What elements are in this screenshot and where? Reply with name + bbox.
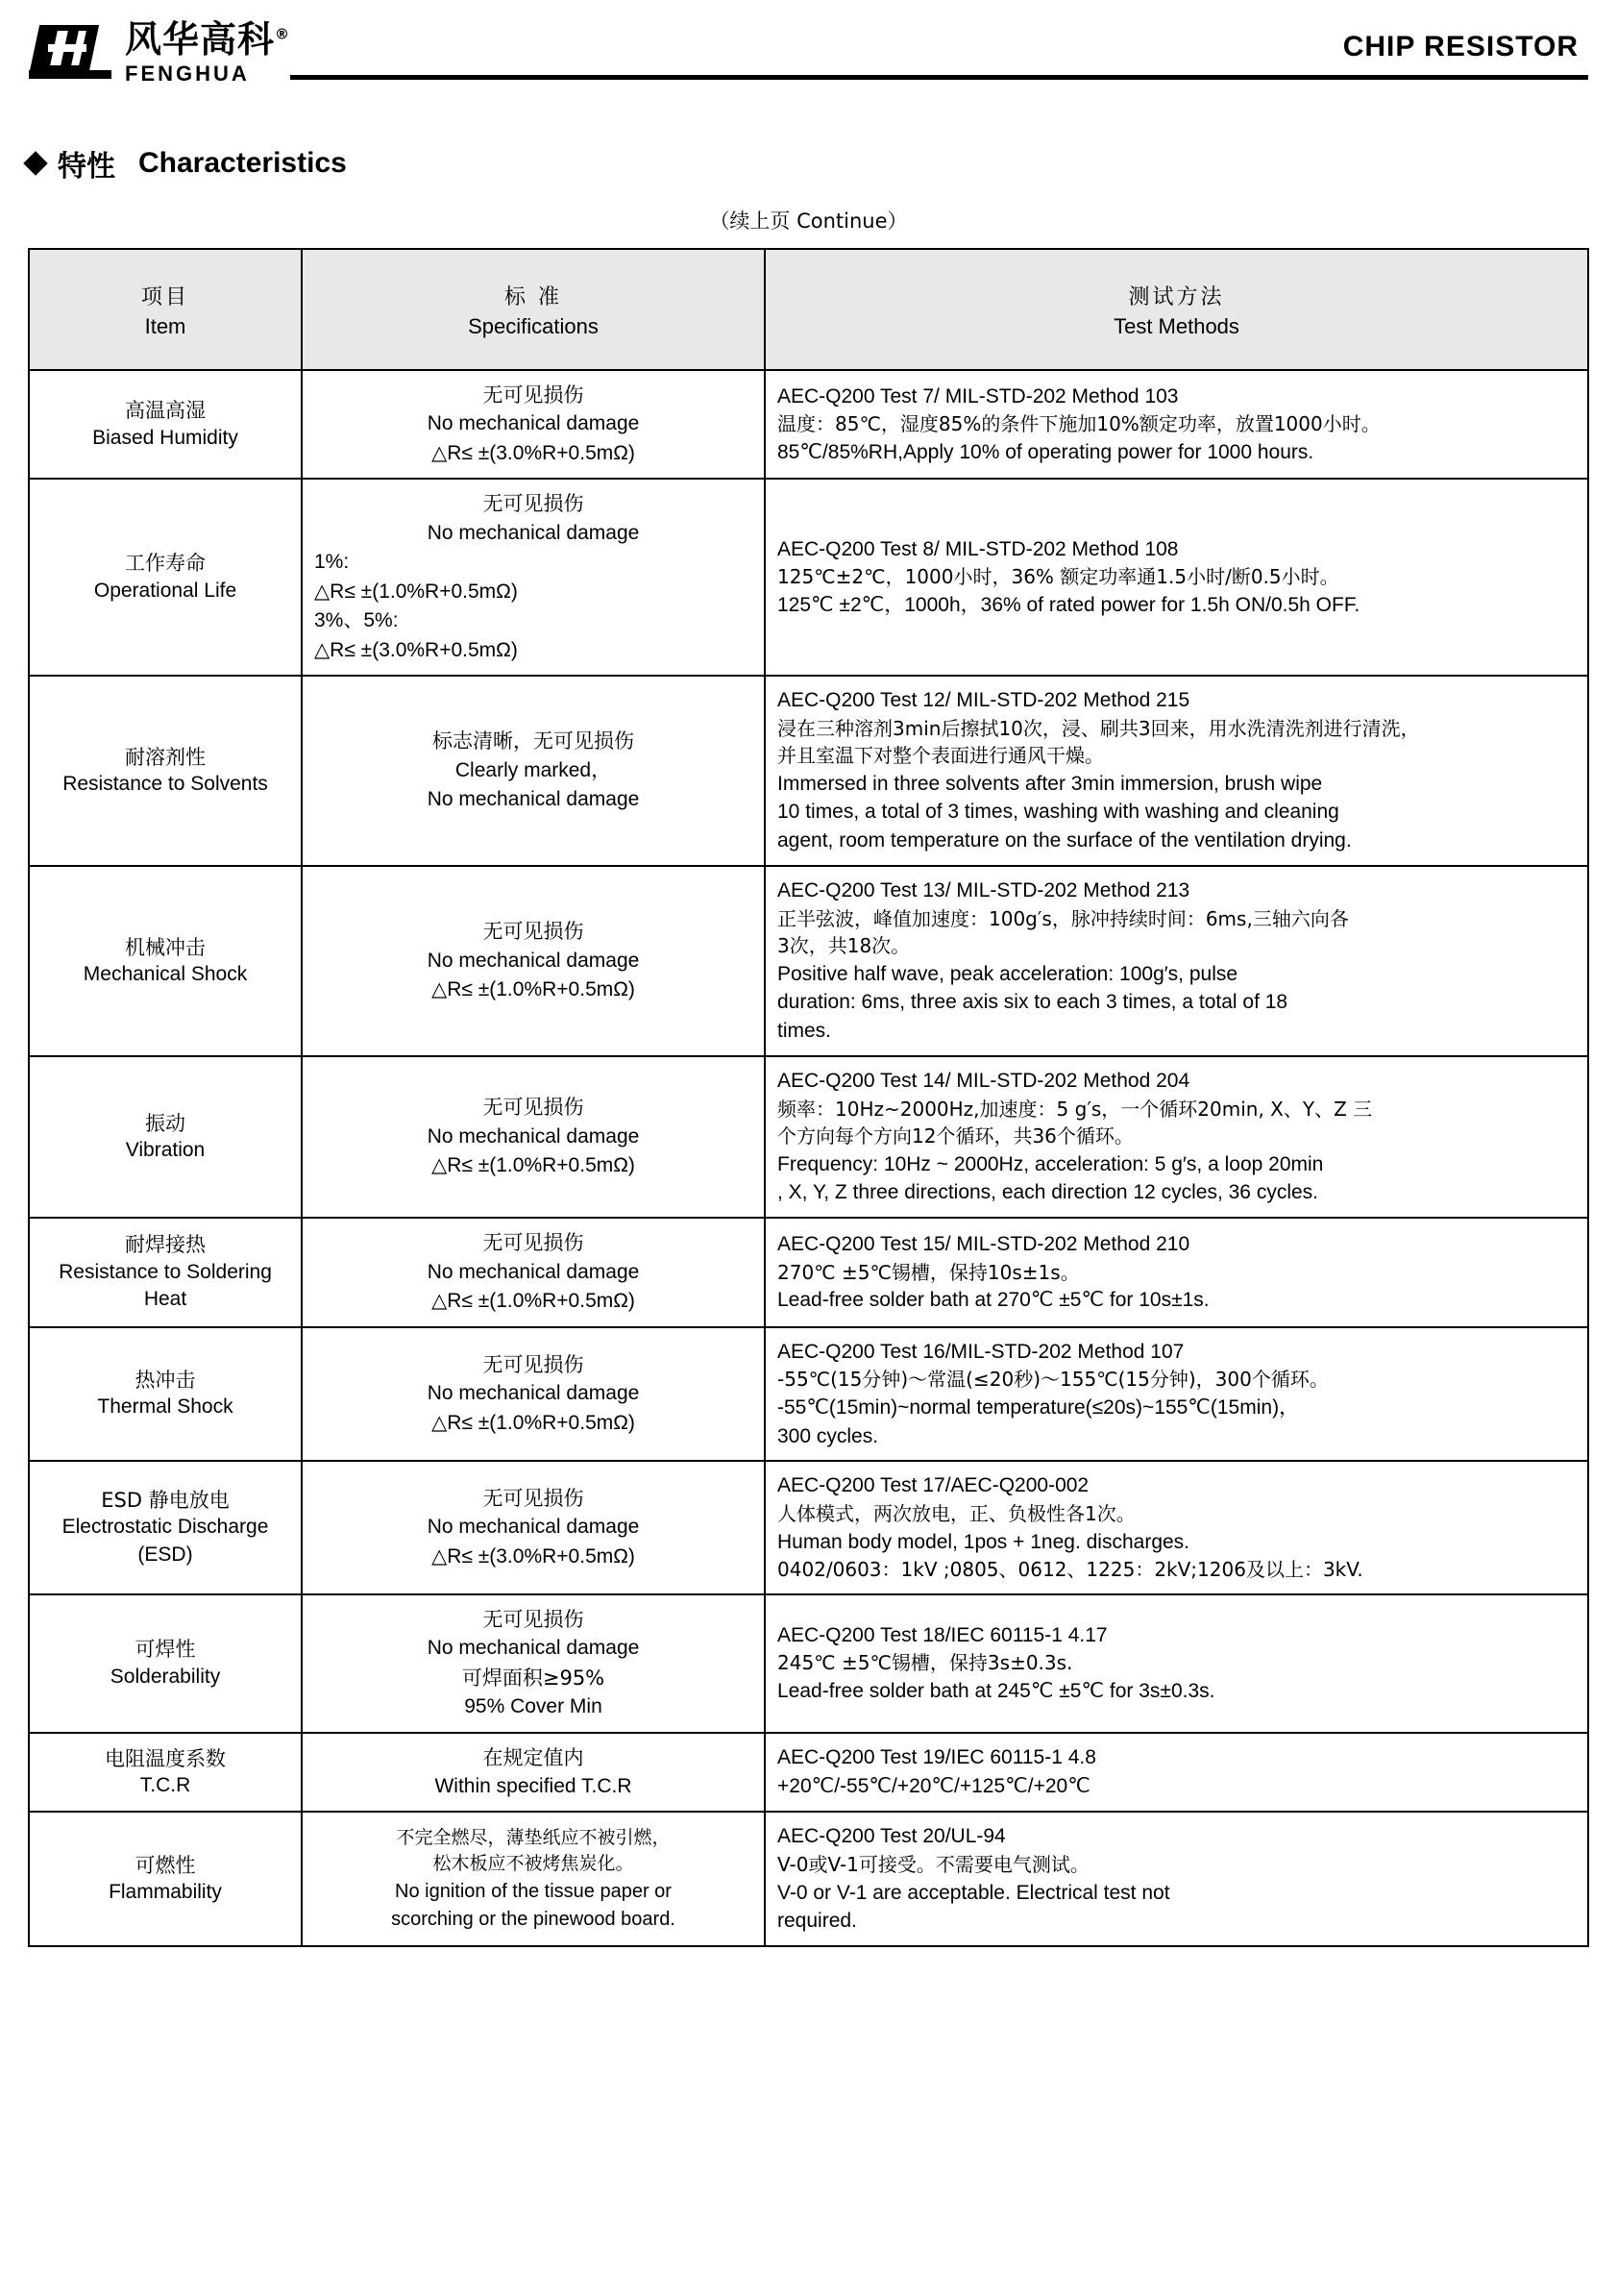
row-test-method: AEC-Q200 Test 20/UL-94 V-0或V-1可接受。不需要电气测试。 V-0 or V-1 are acceptable. Electrical test not required. bbox=[765, 1812, 1588, 1946]
row-item: 热冲击 Thermal Shock bbox=[29, 1327, 302, 1462]
row-item: 电阻温度系数 T.C.R bbox=[29, 1733, 302, 1813]
row-test-method: AEC-Q200 Test 14/ MIL-STD-202 Method 204 频率：10Hz~2000Hz,加速度：5 g′s，一个循环20min, X、Y、Z 三 个方向每个方向12个循环，共36个循环。 Frequency: 10Hz ~ 2000Hz, acceleration: 5 g′s, a loop 20min , X, Y, Z three directions, each direction 12 cycles, 36 cycles. bbox=[765, 1056, 1588, 1218]
column-header-test-methods bbox=[765, 249, 1588, 370]
row-item: 高温高湿 Biased Humidity bbox=[29, 370, 302, 479]
row-specification: 不完全燃尽，薄垫纸应不被引燃， 松木板应不被烤焦炭化。 No ignition of the tissue paper or scorching or the pinewood board. bbox=[302, 1812, 765, 1946]
row-item: 机械冲击 Mechanical Shock bbox=[29, 866, 302, 1056]
registered-mark-icon: ® bbox=[275, 25, 291, 43]
page-title: CHIP RESISTOR bbox=[1342, 31, 1579, 62]
table-header-row bbox=[29, 249, 1588, 370]
section-title-cn: 特性 bbox=[58, 150, 115, 184]
table-row bbox=[29, 1056, 1588, 1218]
row-specification: 标志清晰，无可见损伤 Clearly marked， No mechanical damage bbox=[302, 676, 765, 866]
row-item: 耐溶剂性 Resistance to Solvents bbox=[29, 676, 302, 866]
section-title-en: Characteristics bbox=[138, 147, 347, 179]
table-row bbox=[29, 479, 1588, 676]
row-test-method: AEC-Q200 Test 13/ MIL-STD-202 Method 213 正半弦波，峰值加速度：100g′s，脉冲持续时间：6ms,三轴六向各 3次，共18次。 Positive half wave, peak acceleration: 100g′s, pulse duration: 6ms, three axis six to each 3 times, a total of 18 times. bbox=[765, 866, 1588, 1056]
row-item: 可燃性 Flammability bbox=[29, 1812, 302, 1946]
table-row bbox=[29, 1218, 1588, 1326]
column-header-spec-en: Specifications bbox=[468, 313, 599, 338]
row-specification: 在规定值内 Within specified T.C.R bbox=[302, 1733, 765, 1813]
table-row bbox=[29, 1812, 1588, 1946]
table-row bbox=[29, 1327, 1588, 1462]
row-test-method: AEC-Q200 Test 19/IEC 60115-1 4.8 +20℃/-55℃/+20℃/+125℃/+20℃ bbox=[765, 1733, 1588, 1813]
column-header-item-en: Item bbox=[144, 313, 186, 338]
row-test-method: AEC-Q200 Test 12/ MIL-STD-202 Method 215 浸在三种溶剂3min后擦拭10次，浸、刷共3回来，用水洗清洗剂进行清洗， 并且室温下对整个表面进行通风干燥。 Immersed in three solvents after 3min immersion, brush wipe 10 times, a total of 3 times, washing with washing and cleaning agent, room temperature on the surface of the ventilation drying. bbox=[765, 676, 1588, 866]
row-item: 振动 Vibration bbox=[29, 1056, 302, 1218]
section-heading bbox=[0, 106, 1617, 185]
row-specification: 无可见损伤 No mechanical damage △R≤ ±(1.0%R+0.5mΩ) bbox=[302, 1327, 765, 1462]
row-specification: 无可见损伤 No mechanical damage 可焊面积≥95% 95% Cover Min bbox=[302, 1594, 765, 1733]
fenghua-logo-icon bbox=[29, 23, 111, 83]
continue-note: （续上页 Continue） bbox=[709, 210, 908, 233]
table-row bbox=[29, 1594, 1588, 1733]
row-specification: 无可见损伤 No mechanical damage △R≤ ±(3.0%R+0.5mΩ) bbox=[302, 370, 765, 479]
row-test-method: AEC-Q200 Test 7/ MIL-STD-202 Method 103 温度：85℃，湿度85%的条件下施加10%额定功率，放置1000小时。 85℃/85%RH,Apply 10% of operating power for 1000 hours. bbox=[765, 370, 1588, 479]
row-item: 耐焊接热 Resistance to Soldering Heat bbox=[29, 1218, 302, 1326]
column-header-item bbox=[29, 249, 302, 370]
header-divider bbox=[290, 75, 1588, 80]
row-specification: 无可见损伤 No mechanical damage △R≤ ±(1.0%R+0.5mΩ) bbox=[302, 1218, 765, 1326]
page-header bbox=[0, 0, 1617, 106]
logo-text bbox=[125, 18, 291, 86]
column-header-test-cn: 测试方法 bbox=[1128, 284, 1225, 309]
row-test-method: AEC-Q200 Test 15/ MIL-STD-202 Method 210 270℃ ±5℃锡槽，保持10s±1s。 Lead-free solder bath at 270℃ ±5℃ for 10s±1s. bbox=[765, 1218, 1588, 1326]
row-specification: 无可见损伤 No mechanical damage △R≤ ±(1.0%R+0.5mΩ) bbox=[302, 866, 765, 1056]
row-specification: 无可见损伤 No mechanical damage 1%: △R≤ ±(1.0%R+0.5mΩ) 3%、5%: △R≤ ±(3.0%R+0.5mΩ) bbox=[302, 479, 765, 676]
logo-name-cn: 风华高科® bbox=[125, 18, 291, 61]
diamond-bullet-icon bbox=[23, 151, 47, 175]
column-header-spec-cn: 标 准 bbox=[504, 284, 562, 309]
table-row bbox=[29, 370, 1588, 479]
row-specification: 无可见损伤 No mechanical damage △R≤ ±(1.0%R+0.5mΩ) bbox=[302, 1056, 765, 1218]
table-body bbox=[29, 370, 1588, 1946]
company-logo bbox=[29, 18, 291, 86]
characteristics-table bbox=[28, 248, 1589, 1947]
table-row bbox=[29, 676, 1588, 866]
header-right bbox=[290, 21, 1588, 80]
row-item: ESD 静电放电 Electrostatic Discharge (ESD) bbox=[29, 1461, 302, 1593]
table-row bbox=[29, 1733, 1588, 1813]
row-item: 工作寿命 Operational Life bbox=[29, 479, 302, 676]
column-header-test-en: Test Methods bbox=[1114, 313, 1239, 338]
column-header-item-cn: 项目 bbox=[140, 284, 189, 309]
row-test-method: AEC-Q200 Test 16/MIL-STD-202 Method 107 -55℃(15分钟)～常温(≤20秒)～155℃(15分钟)，300个循环。 -55℃(15min)~normal temperature(≤20s)~155℃(15min)， 300 cycles. bbox=[765, 1327, 1588, 1462]
column-header-specifications bbox=[302, 249, 765, 370]
table-row bbox=[29, 866, 1588, 1056]
table-row bbox=[29, 1461, 1588, 1593]
logo-name-en: FENGHUA bbox=[125, 62, 250, 86]
row-item: 可焊性 Solderability bbox=[29, 1594, 302, 1733]
row-specification: 无可见损伤 No mechanical damage △R≤ ±(3.0%R+0.5mΩ) bbox=[302, 1461, 765, 1593]
row-test-method: AEC-Q200 Test 17/AEC-Q200-002 人体模式，两次放电，正、负极性各1次。 Human body model, 1pos + 1neg. discharges. 0402/0603：1kV ;0805、0612、1225：2kV;1206及以上：3kV. bbox=[765, 1461, 1588, 1593]
row-test-method: AEC-Q200 Test 8/ MIL-STD-202 Method 108 125℃±2℃，1000小时，36% 额定功率通1.5小时/断0.5小时。 125℃ ±2℃，1000h，36% of rated power for 1.5h ON/0.5h OFF. bbox=[765, 479, 1588, 676]
row-test-method: AEC-Q200 Test 18/IEC 60115-1 4.17 245℃ ±5℃锡槽，保持3s±0.3s. Lead-free solder bath at 245℃ ±5℃ for 3s±0.3s. bbox=[765, 1594, 1588, 1733]
